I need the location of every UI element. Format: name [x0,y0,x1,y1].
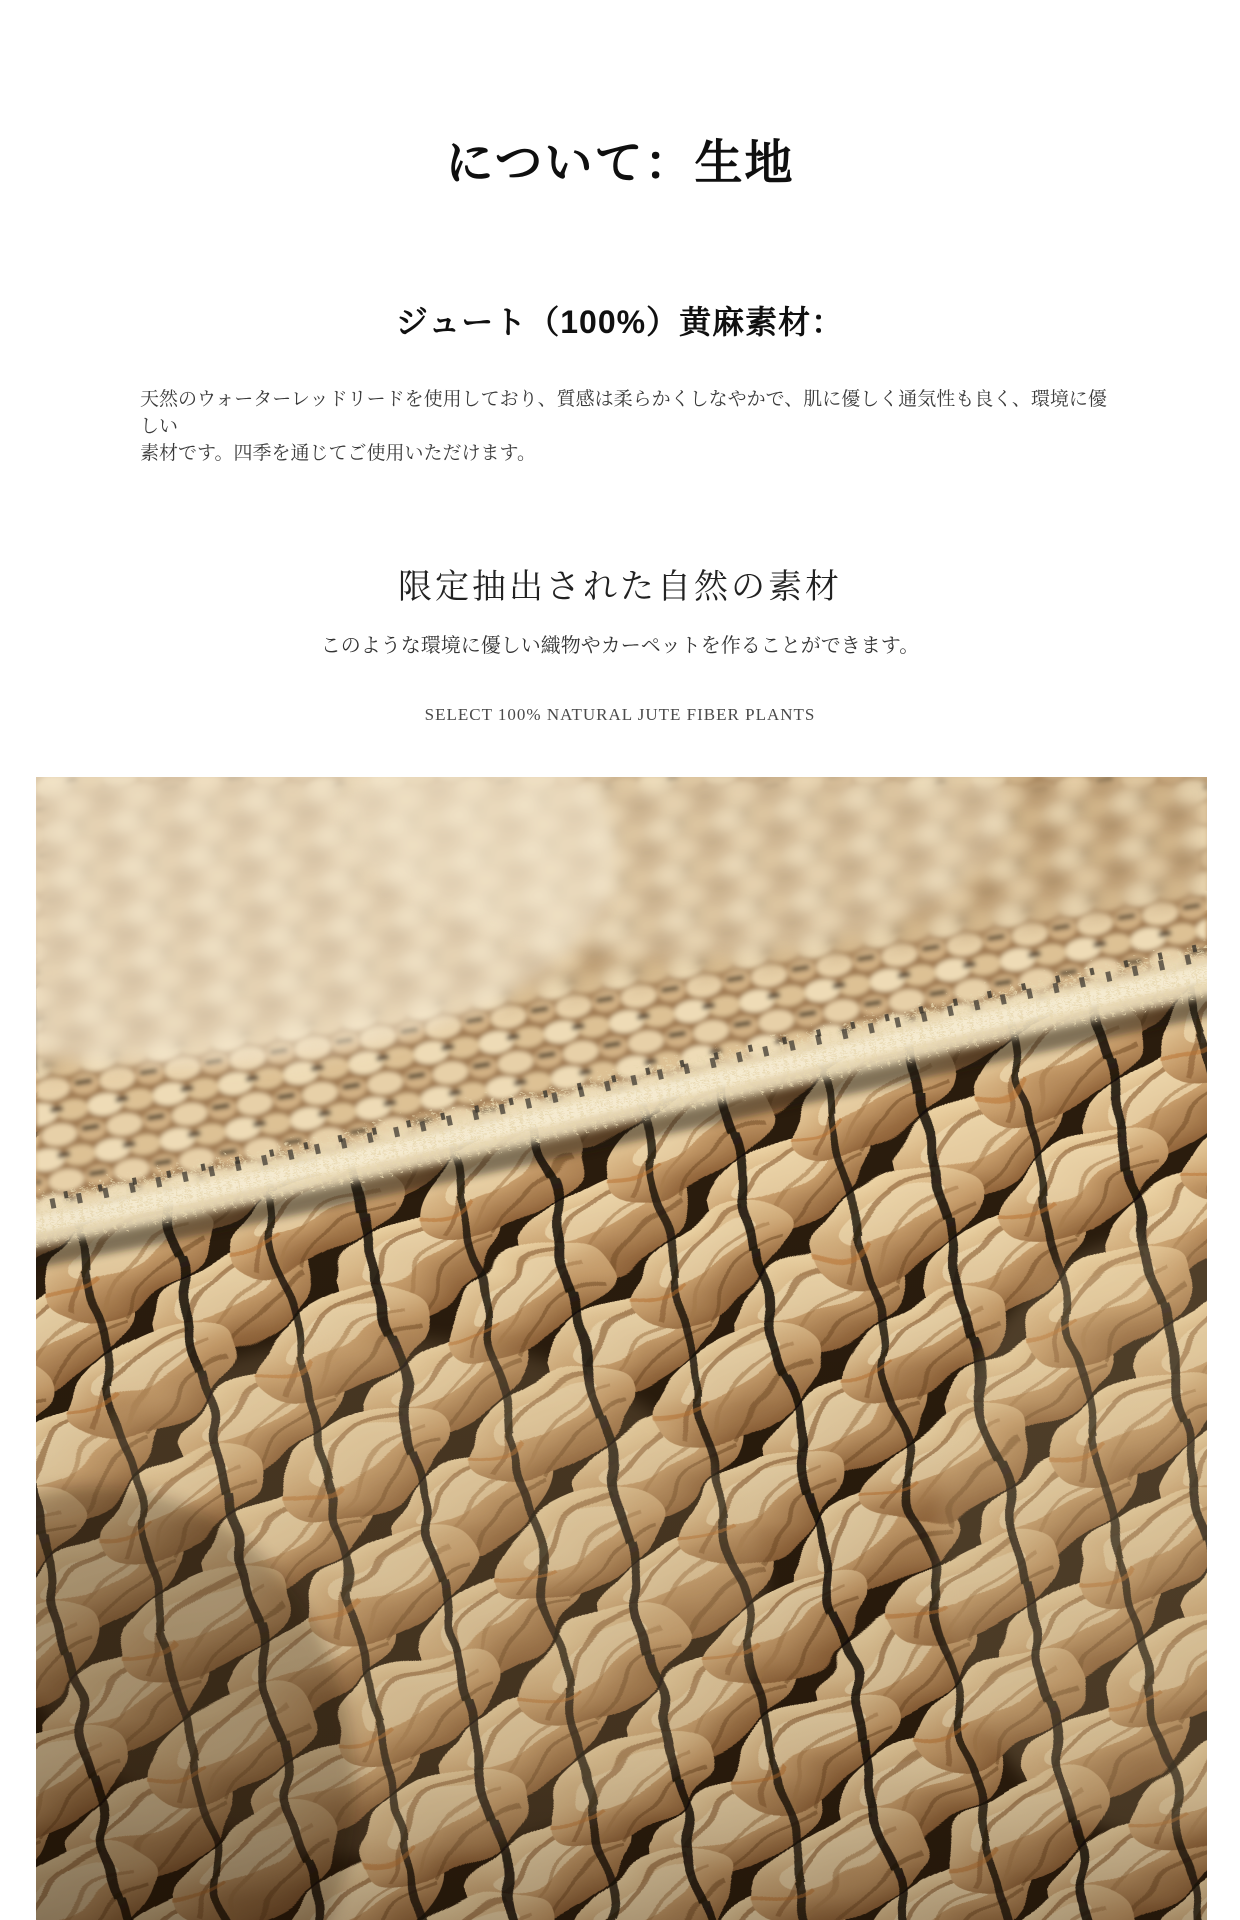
jute-texture-illustration [36,777,1207,1920]
material-subtitle: ジュート（100%）黄麻素材： [395,304,845,341]
jute-fabric-photo [36,777,1207,1920]
material-description-line1: 天然のウォーターレッドリードを使用しており、質感は柔らかくしなやかで、肌に優しく通気性も良く、環境に優しい [140,388,1107,437]
english-caption: SELECT 100% NATURAL JUTE FIBER PLANTS [424,705,816,725]
material-description [140,386,1115,467]
natural-material-subline: このような環境に優しい織物やカーペットを作ることができます。 [320,635,920,658]
material-description-line2: 素材です。四季を通じてご使用いただけます。 [140,442,536,464]
natural-material-heading: 限定抽出された自然の素材 [398,567,842,606]
page-title: について：生地 [445,137,795,190]
